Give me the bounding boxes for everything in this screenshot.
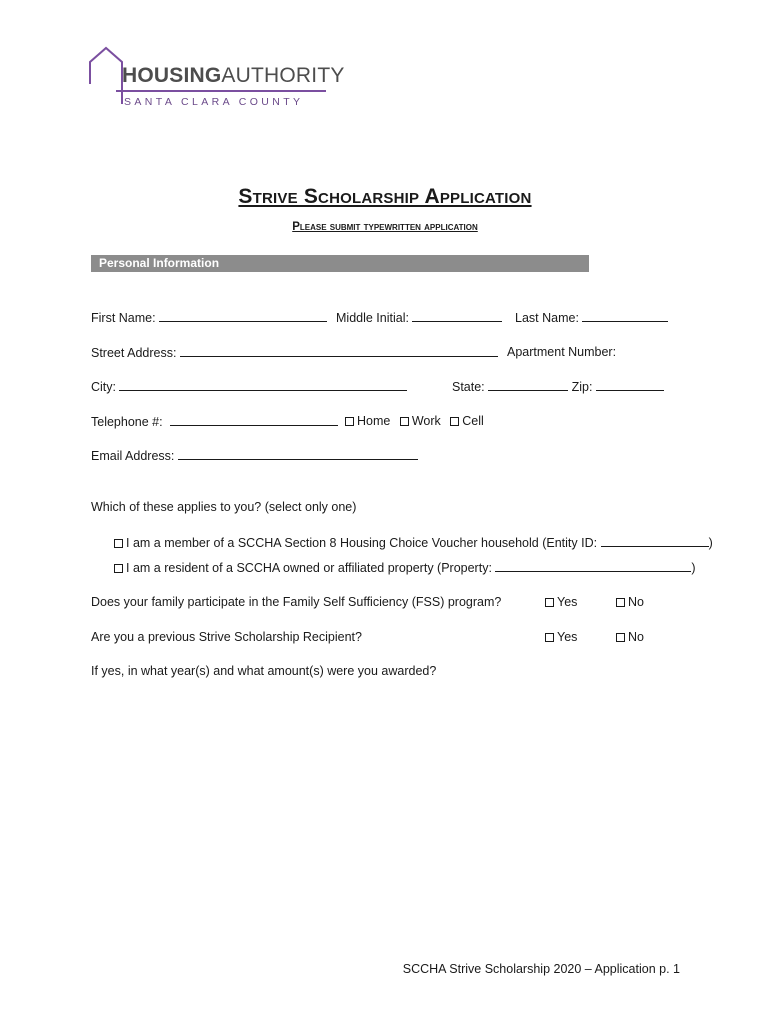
logo-rule (116, 90, 326, 92)
email-field[interactable] (178, 447, 418, 460)
option-section8[interactable]: I am a member of a SCCHA Section 8 Housing Choice Voucher household (Entity ID: ) (114, 534, 713, 551)
state-row (452, 378, 664, 395)
state-field[interactable] (488, 378, 568, 391)
fss-no[interactable]: No (616, 594, 644, 610)
logo-subtitle: SANTA CLARA COUNTY (124, 96, 304, 108)
phone-type-group (345, 413, 484, 429)
previous-yes[interactable]: Yes (545, 629, 577, 645)
question-if-yes: If yes, in what year(s) and what amount(s) were you awarded? (91, 664, 437, 678)
street-address-field[interactable] (180, 344, 498, 357)
middle-initial-label: Middle Initial: (336, 311, 409, 325)
telephone-row (91, 413, 338, 430)
section-label: Personal Information (99, 256, 220, 270)
street-row (91, 344, 498, 361)
phone-type-home[interactable]: Home (345, 414, 390, 428)
first-name-row (91, 309, 327, 326)
fss-yes[interactable]: Yes (545, 594, 577, 610)
checkbox-icon (616, 598, 625, 607)
question-previous: Are you a previous Strive Scholarship Recipient? (91, 630, 362, 644)
checkbox-icon (450, 417, 459, 426)
city-field[interactable] (119, 378, 407, 391)
apartment-number-label: Apartment Number: (507, 345, 617, 359)
option-resident-label: I am a resident of a SCCHA owned or affiliated property (Property: (126, 561, 492, 575)
checkbox-icon (616, 633, 625, 642)
first-name-field[interactable] (159, 309, 327, 322)
city-row (91, 378, 407, 395)
logo-wordmark (122, 64, 345, 88)
last-name-row (515, 309, 668, 326)
checkbox-icon (400, 417, 409, 426)
previous-no[interactable]: No (616, 629, 644, 645)
last-name-field[interactable] (582, 309, 668, 322)
logo-word-light: AUTHORITY (221, 64, 345, 87)
first-name-label: First Name: (91, 311, 156, 325)
checkbox-icon (345, 417, 354, 426)
checkbox-icon (114, 564, 123, 573)
checkbox-icon (545, 633, 554, 642)
section-header-personal-info (91, 255, 589, 272)
street-address-label: Street Address: (91, 346, 177, 360)
question-applies: Which of these applies to you? (select only one) (91, 500, 357, 514)
middle-initial-field[interactable] (412, 309, 502, 322)
entity-id-field[interactable] (601, 534, 709, 547)
option-section8-label: I am a member of a SCCHA Section 8 Housing Choice Voucher household (Entity ID: (126, 536, 598, 550)
email-label: Email Address: (91, 449, 175, 463)
question-fss: Does your family participate in the Family Self Sufficiency (FSS) program? (91, 595, 502, 609)
checkbox-icon (114, 539, 123, 548)
zip-field[interactable] (596, 378, 664, 391)
city-label: City: (91, 380, 116, 394)
phone-type-work[interactable]: Work (400, 414, 441, 428)
telephone-label: Telephone #: (91, 415, 163, 429)
page-footer: SCCHA Strive Scholarship 2020 – Application p. 1 (402, 962, 680, 976)
page-title: Strive Scholarship Application (238, 185, 532, 208)
page-subtitle: Please submit typewritten application (292, 221, 478, 233)
telephone-field[interactable] (170, 413, 338, 426)
zip-label: Zip: (571, 380, 593, 394)
checkbox-icon (545, 598, 554, 607)
property-field[interactable] (495, 559, 691, 572)
phone-type-cell[interactable]: Cell (450, 414, 484, 428)
email-row (91, 447, 418, 464)
option-resident[interactable]: I am a resident of a SCCHA owned or affiliated property (Property: ) (114, 559, 696, 576)
state-label: State: (452, 380, 485, 394)
logo-word-bold: HOUSING (122, 64, 222, 87)
apartment-row (507, 344, 616, 360)
middle-initial-row (336, 309, 502, 326)
last-name-label: Last Name: (515, 311, 579, 325)
